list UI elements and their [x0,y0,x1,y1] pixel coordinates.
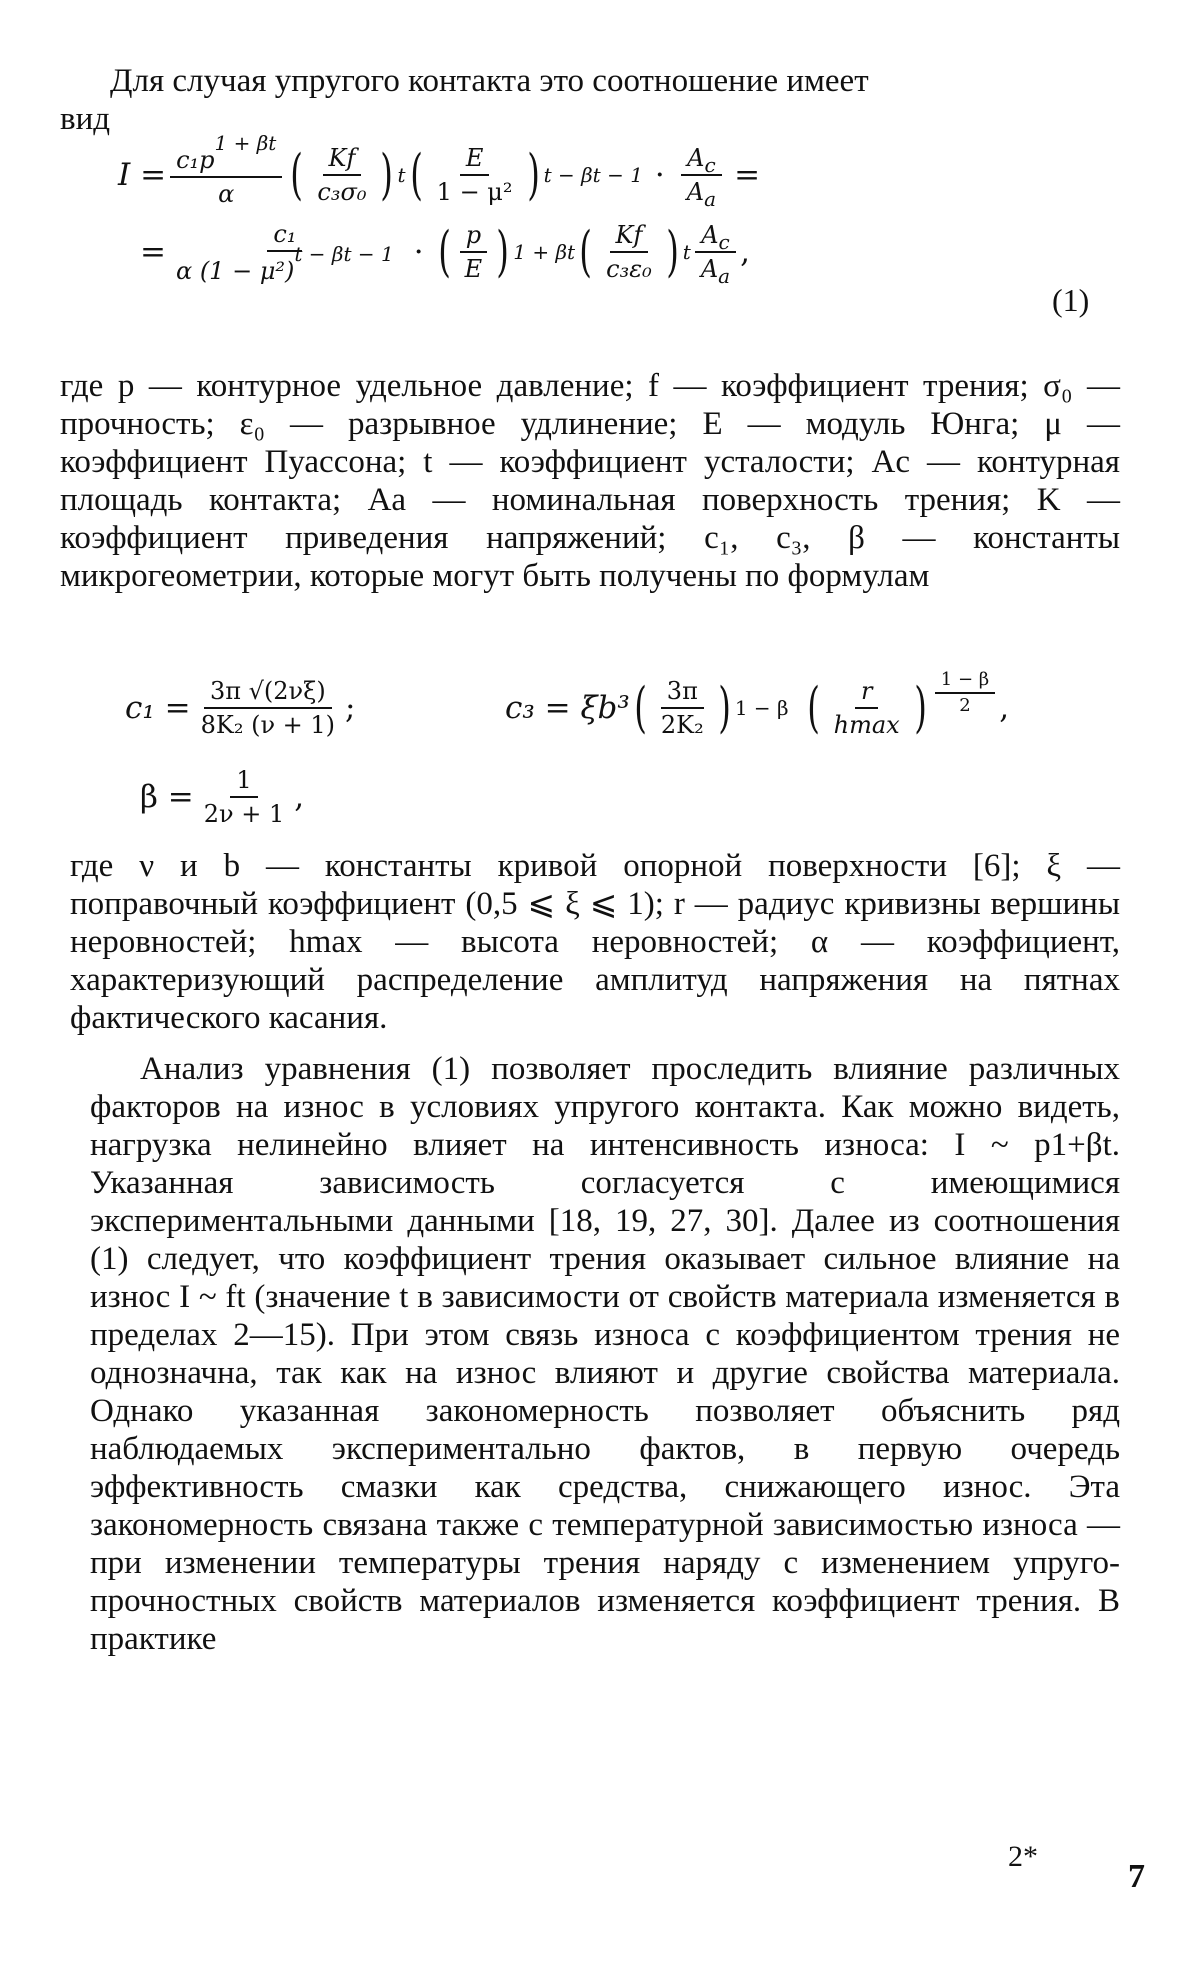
equation-number: (1) [1052,282,1090,318]
page-number: 7 [1128,1858,1145,1895]
constants-text: где ν и b — константы кривой опорной поверхности [6]; ξ — поправочный коэффициент (0,5 ⩽ ξ ⩽ 1); r — радиус кривизны вершины неровностей; hmax — высота неровностей; α — коэффициент, характеризующий распределение амплитуд напряжения на пятнах фактического касания. [70,848,1120,1036]
formula-c3: c₃ = ξb³ ( $\frac{3\pi}{\text{2K₂}}$ ) 1 − β ( $\frac{r}{hmax}$ ) $\frac{1 - \beta}{2}$ , [505,669,1010,739]
eq-frac-kf: $\frac{Kf}{\text{c₃σ₀}}$ [317,144,367,206]
eq-frac-ac2: $\frac{A_c}{A_a}$ [695,221,736,283]
eq-frac-ac: $\frac{A_c}{A_a}$ [681,144,722,206]
eq-lhs: I = [118,157,167,193]
eq-frac-c1p: $\frac{c_1p^{1 + \beta t}}{\alpha}$ [170,143,282,208]
intro-paragraph [60,62,1120,100]
eq-frac-pe: $\frac{p}{E}$ [459,221,489,283]
definitions-text: где p — контурное удельное давление; f — коэффициент трения; σ₀ — прочность; ε₀ — разрывное удлинение; E — модуль Юнга; μ — коэффициент Пуассона; t — коэффициент усталости; Aс — контурная площадь контакта; Aа — номинальная поверхность трения; K — коэффициент приведения напряжений; c₁, c₃, β — константы микрогеометрии, которые могут быть получены по формулам [60,368,1120,594]
eq-frac-c1-alpha: $\frac{\text{c₁}}{\alpha (1 - \mu^2)^{t - \beta t - 1}}$ [175,219,394,285]
eq-frac-kf2: $\frac{Kf}{\text{c₃ε₀}}$ [606,221,652,283]
definitions-paragraph [60,367,1120,595]
equation-1-line-1: I = $\frac{c_1p^{1 + \beta t}}{\alpha}$ ( $\frac{Kf}{\text{c₃σ₀}}$ ) t ( $\frac{E}{\text{1 − μ²}}$ ) t − βt − 1 · $\frac{A_c}{A_a}$ = [118,130,761,211]
intro-line-1: Для случая упругого контакта это соотношение имеет [110,63,869,99]
signature-mark: 2* [1008,1840,1038,1873]
intro-line-2: вид [60,101,111,137]
constants-paragraph [70,847,1120,1037]
formula-c1: c₁ = $\frac{3\pi √(2\nu\xi)}{\text{8K₂ (ν + 1)}}$ ; [125,677,356,739]
equation-1-line-2: = $\frac{\text{c₁}}{\alpha (1 - \mu^2)^{t - \beta t - 1}}$ · ( $\frac{p}{E}$ ) 1 + βt ( $\frac{Kf}{\text{c₃ε₀}}$ ) t $\frac{A_c}{A_a}$ , [140,219,750,288]
eq-frac-e: $\frac{E}{\text{1 − μ²}}$ [436,144,513,206]
analysis-paragraph [90,1050,1120,1658]
formula-beta: β = $\frac{1}{2\nu + 1}$ , [140,766,305,828]
eq-line2-eq: = [140,234,166,270]
analysis-text: Анализ уравнения (1) позволяет проследить влияние различных факторов на износ в условиях упругого контакта. Как можно видеть, нагрузка нелинейно влияет на интенсивность износа: I ~ p1+βt. Указанная зависимость согласуется с имеющимися экспериментальными данными [18, 19, 27, 30]. Далее из соотношения (1) следует, что коэффициент трения оказывает сильное влияние на износ I ~ ft (значение t в зависимости от свойств материала изменяется в пределах 2—15). При этом связь износа с коэффициентом трения не однозначна, так как на износ влияют и другие свойства материала. Однако указанная закономерность позволяет объяснить ряд наблюдаемых экспериментально фактов, в первую очередь эффективность смазки как средства, снижающего износ. Эта закономерность связана также с температурной зависимостью износа — при изменении температуры трения наряду с изменением упруго-прочностных свойств материалов изменяется коэффициент трения. В практике [90,1051,1120,1657]
